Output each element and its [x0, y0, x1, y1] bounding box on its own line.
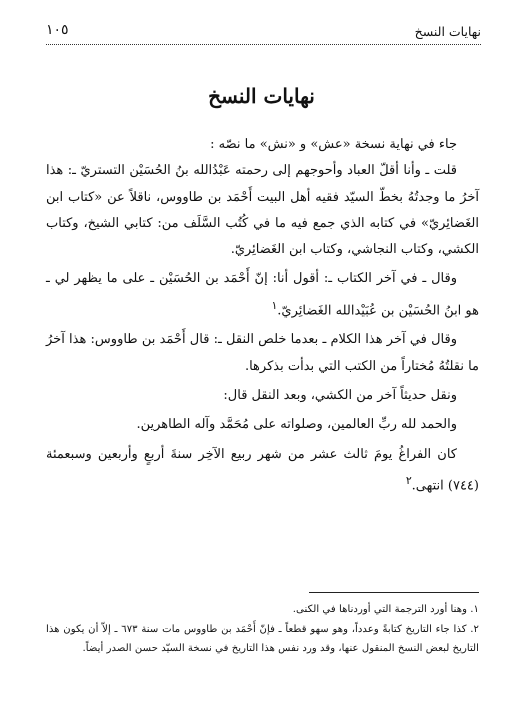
paragraph-final-remark-text: وقال ـ في آخر الكتاب ـ: أقول أنا: إنّ أَحْمَد بن الحُسَيْن ـ على ما يظهر لي ـ هو ابنُ الحُسَيْن بن عُبَيْدالله الغَضائِريّ. — [46, 271, 479, 319]
chapter-title: نهايات النسخ — [208, 84, 315, 108]
footnote-ref-1: ١ — [271, 298, 278, 312]
running-header — [46, 22, 481, 45]
paragraph-final-remark — [46, 266, 479, 324]
footnotes — [46, 600, 479, 659]
footnote-separator — [309, 592, 479, 593]
footnote-1: ١. وهنا أورد الترجمة التي أوردناها في الكنى. — [292, 604, 479, 615]
paragraph-kashshi-note: ونقل حديثاً آخر من الكشي، وبعد النقل قال: — [223, 388, 457, 403]
body-text — [46, 132, 479, 500]
footnote-ref-2: ٢ — [405, 473, 412, 487]
paragraph-end-of-transmission: وقال في آخر هذا الكلام ـ بعدما خلص النقل ـ: قال أَحْمَد بن طاووس: هذا آخرُ ما نقلتُهُ مُختاراً من الكتب التي بدأت بذكرها. — [46, 332, 479, 374]
paragraph-doxology: والحمد لله ربِّ العالمين، وصلواته على مُحَمَّد وآله الطاهرين. — [136, 417, 457, 433]
paragraph-completion-date-text: كان الفراغُ يومَ ثالث عشر من شهر ربيع الآخِر سنةَ أربعٍ وأربعين وسبعمئة (٧٤٤) انتهى. — [46, 446, 479, 494]
paragraph-colophon: قلت ـ وأنا أقلّ العباد وأحوجهم إلى رحمته عَبْدُالله بنُ الحُسَيْن التستريّ ـ: هذا آخرُ ما وجدتُهُ بخطّ السيّد فقيه أهل البيت أَحْمَد بن طاووس، ناقلاً عن «كتاب ابن الغَضائِريّ» في كتابه الذي جمع فيه ما في كُتُب السَّلَف من: كتابي الشيخ، وكتاب الكشي، وكتاب النجاشي، وكتاب ابن الغَضائِريّ. — [46, 163, 479, 258]
footnote-2: ٢. كذا جاء التاريخ كتابةً وعدداً، وهو سهو قطعاً ـ فإنّ أَحْمَد بن طاووس مات سنة ٦٧٣ ـ إلاّ أن يكون هذا التاريخ لبعض النسخ المنقول عنها، وقد ورد نفس هذا التاريخ في نسخة السيّد حسن الصدر أيضاً. — [46, 623, 479, 654]
running-header-title: نهايات النسخ — [411, 24, 481, 39]
page-number: ١٠٥ — [46, 22, 73, 38]
paragraph-completion-date — [46, 442, 479, 500]
paragraph-intro: جاء في نهاية نسخة «عش» و «نش» ما نصّه : — [210, 137, 457, 152]
